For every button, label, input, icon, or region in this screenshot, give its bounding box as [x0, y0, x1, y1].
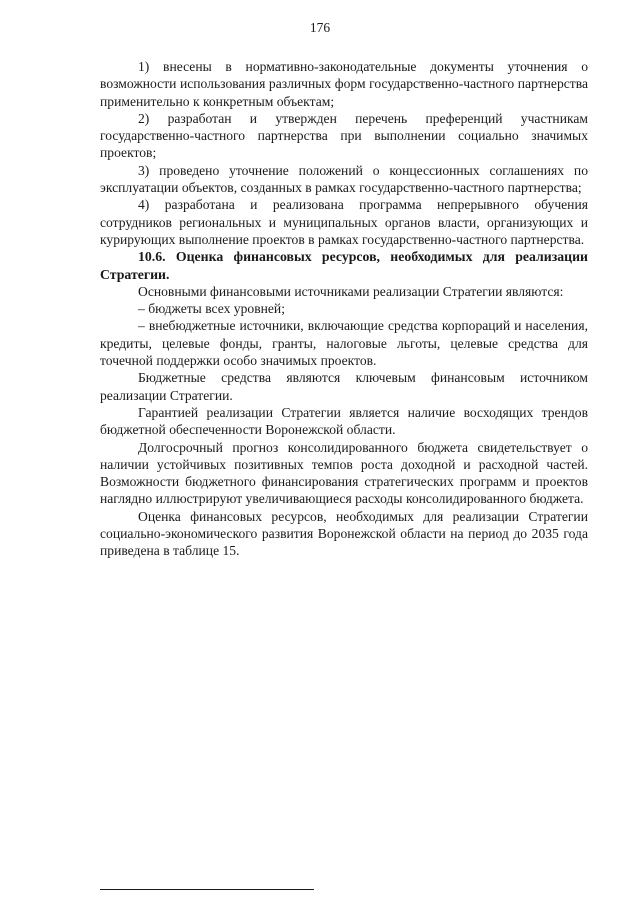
guarantee-paragraph: Гарантией реализации Стратегии является наличие восходящих трендов бюджетной обеспеченности Воронежской области.: [100, 404, 588, 438]
list-item-4: 4) разработана и реализована программа непрерывного обучения сотрудников региональных и муниципальных органов власти, организующих и курирующих выполнение проектов в рамках государственно-частного партнерства.: [100, 197, 588, 247]
list-item-3: 3) проведено уточнение положений о концессионных соглашениях по эксплуатации объектов, созданных в рамках государственно-частного партнерства;: [100, 162, 588, 196]
source-budgets-item: – бюджеты всех уровней;: [138, 301, 285, 317]
page-number: 176: [309, 20, 331, 35]
list-item-1: 1) внесены в нормативно-законодательные документы уточнения о возможности использования различных форм государственно-частного партнерства применительно к конкретным объектам;: [100, 59, 588, 109]
long-term-forecast-paragraph: Долгосрочный прогноз консолидированного бюджета свидетельствует о наличии устойчивых позитивных темпов роста доходной и расходной частей. Возможности бюджетного финансирования стратегических программ и проектов наглядно иллюстрируют увеличивающиеся расходы консолидированного бюджета.: [100, 439, 588, 507]
sources-intro-paragraph: Основными финансовыми источниками реализации Стратегии являются:: [138, 283, 564, 299]
body-text: [100, 58, 588, 560]
section-heading: 10.6. Оценка финансовых ресурсов, необходимых для реализации Стратегии.: [100, 249, 588, 282]
footer-divider: [100, 889, 314, 890]
source-extrabudgetary-item: – внебюджетные источники, включающие средства корпораций и населения, кредиты, целевые фонды, гранты, налоговые льготы, целевые средства для точечной поддержки особо значимых проектов.: [100, 318, 588, 369]
list-item-2: 2) разработан и утвержден перечень преференций участникам государственно-частного партнерства при выполнении социально значимых проектов;: [100, 110, 588, 161]
assessment-reference-paragraph: Оценка финансовых ресурсов, необходимых для реализации Стратегии социально-экономического развития Воронежской области на период до 2035 года приведена в таблице 15.: [100, 508, 588, 559]
budget-key-source-paragraph: Бюджетные средства являются ключевым финансовым источником реализации Стратегии.: [100, 370, 588, 403]
